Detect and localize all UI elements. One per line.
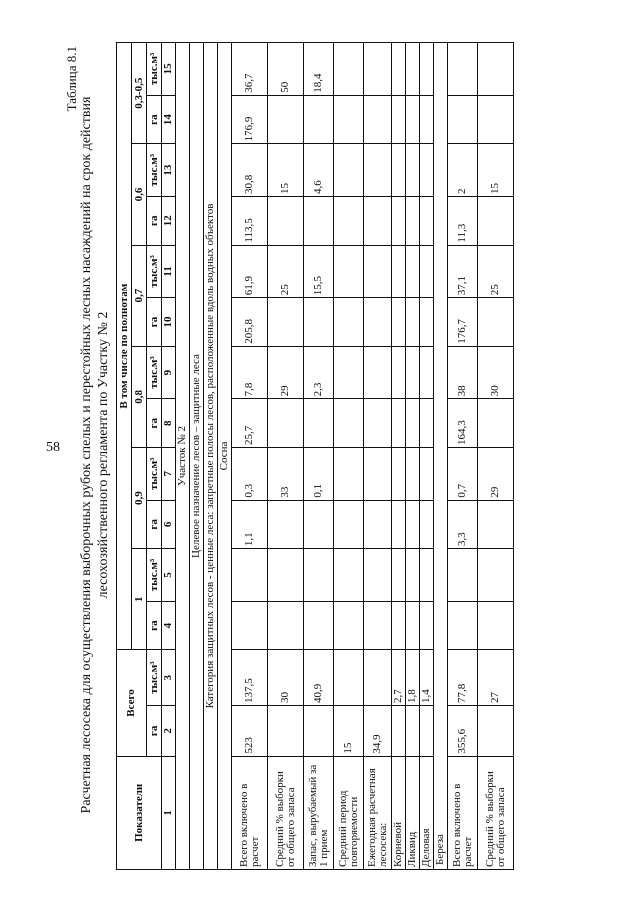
table-cell: 4,6 (304, 144, 334, 197)
table-cell (364, 346, 392, 399)
table-cell (420, 601, 434, 650)
table-cell (334, 549, 364, 602)
table-cell: 164,3 (448, 399, 478, 448)
table-cell: 25 (478, 245, 514, 298)
column-number-cell: 6 (162, 500, 176, 549)
table-cell: 0,3 (232, 447, 268, 500)
table-cell (304, 500, 334, 549)
table-cell (392, 95, 406, 144)
table-label: Таблица 8.1 (64, 46, 79, 112)
column-number-cell: 7 (162, 447, 176, 500)
table-cell (420, 346, 434, 399)
table-cell (478, 95, 514, 144)
table-cell: 113,5 (232, 196, 268, 245)
table-cell: 36,7 (232, 43, 268, 96)
table-cell: 1,1 (232, 500, 268, 549)
table-cell (364, 196, 392, 245)
table-cell: 29 (268, 346, 304, 399)
table-cell (334, 196, 364, 245)
table-cell: 30 (478, 346, 514, 399)
table-cell (268, 95, 304, 144)
table-cell (268, 399, 304, 448)
table-cell (420, 706, 434, 757)
table-cell (334, 346, 364, 399)
header-indicator: Показатели (117, 756, 162, 869)
table-cell (420, 95, 434, 144)
table-cell: 137,5 (232, 650, 268, 706)
table-cell (478, 706, 514, 757)
table-cell (406, 399, 420, 448)
table-cell: 15 (268, 144, 304, 197)
table-cell: 0,7 (448, 447, 478, 500)
row-label: Всего включено в расчет (232, 756, 268, 869)
table-cell: 50 (268, 43, 304, 96)
table-cell (268, 196, 304, 245)
row-label: Средний период повторяемости (334, 756, 364, 869)
row-label: Запас, вырубаемый за 1 прием (304, 756, 334, 869)
table-cell (478, 298, 514, 347)
table-cell (392, 706, 406, 757)
table-cell (406, 43, 420, 96)
row-label: Средний % выборки от общего запаса (268, 756, 304, 869)
table-cell (406, 601, 420, 650)
table-cell (392, 549, 406, 602)
header-m3: тыс.м³ (147, 346, 162, 399)
table-cell (406, 245, 420, 298)
page-number: 58 (46, 440, 60, 455)
table-cell (406, 346, 420, 399)
header-m3: тыс.м³ (147, 43, 162, 96)
table-row (268, 43, 304, 870)
table-cell (478, 196, 514, 245)
table-cell (334, 298, 364, 347)
table-cell (392, 144, 406, 197)
table-cell (420, 447, 434, 500)
table-cell (268, 601, 304, 650)
header-ha: га (147, 95, 162, 144)
table-cell (364, 500, 392, 549)
table-cell (364, 144, 392, 197)
table-cell: 15,5 (304, 245, 334, 298)
table-row (364, 43, 392, 870)
table-cell: 18,4 (304, 43, 334, 96)
table-cell: 30 (268, 650, 304, 706)
title-line-1: Расчетная лесосека для осуществления выборочных рубок спелых и перестойных лесных насаждений на срок действия (79, 96, 94, 814)
table-cell: 15 (478, 144, 514, 197)
header-density: 0,3-0,5 (132, 43, 147, 144)
header-density: 0,7 (132, 245, 147, 346)
forest-cut-table (116, 42, 514, 870)
table-cell (406, 549, 420, 602)
table-cell (364, 399, 392, 448)
table-cell (392, 43, 406, 96)
column-number-cell: 1 (162, 756, 176, 869)
table-cell: 34,9 (364, 706, 392, 757)
header-including: В том числе по полнотам (117, 43, 132, 650)
table-cell (268, 549, 304, 602)
header-m3: тыс.м³ (147, 144, 162, 197)
table-cell (406, 447, 420, 500)
column-number-cell: 15 (162, 43, 176, 96)
table-cell (268, 298, 304, 347)
table-cell (268, 500, 304, 549)
table-cell (448, 549, 478, 602)
table-cell: 61,9 (232, 245, 268, 298)
table-cell (304, 399, 334, 448)
header-m3: тыс.м³ (147, 650, 162, 706)
purpose-row: Целевое назначение лесов – защитные леса (190, 43, 204, 870)
table-cell: 2,3 (304, 346, 334, 399)
table-cell (478, 399, 514, 448)
table-cell: 38 (448, 346, 478, 399)
table-cell: 30,8 (232, 144, 268, 197)
table-cell (420, 196, 434, 245)
column-number-cell: 10 (162, 298, 176, 347)
column-number-cell: 14 (162, 95, 176, 144)
table-cell (334, 650, 364, 706)
column-number-cell: 9 (162, 346, 176, 399)
table-cell (334, 500, 364, 549)
table-cell (334, 245, 364, 298)
table-cell (364, 447, 392, 500)
table-cell (406, 298, 420, 347)
table-cell (406, 95, 420, 144)
table-row (448, 43, 478, 870)
column-number-cell: 5 (162, 549, 176, 602)
header-total: Всего (117, 650, 147, 756)
table-cell (448, 95, 478, 144)
header-density: 0,9 (132, 447, 147, 548)
title-line-2: лесохозяйственного регламента по Участку № 2 (96, 311, 111, 599)
table-cell (392, 399, 406, 448)
table-cell (392, 601, 406, 650)
table-cell: 77,8 (448, 650, 478, 706)
table-cell (392, 447, 406, 500)
column-number-cell: 11 (162, 245, 176, 298)
table-cell: 15 (334, 706, 364, 757)
column-number-row (162, 43, 176, 870)
rotated-page-content (62, 30, 632, 880)
table-cell (304, 549, 334, 602)
table-cell: 29 (478, 447, 514, 500)
table-cell (406, 500, 420, 549)
table-row (232, 43, 268, 870)
table-cell: 0,1 (304, 447, 334, 500)
header-ha: га (147, 500, 162, 549)
table-cell: 523 (232, 706, 268, 757)
table-cell (304, 95, 334, 144)
table-cell (420, 245, 434, 298)
table-row (406, 43, 420, 870)
table-cell (334, 95, 364, 144)
table-cell (364, 245, 392, 298)
table-cell (420, 298, 434, 347)
table-title (78, 30, 112, 880)
table-cell: 11,3 (448, 196, 478, 245)
table-cell: 25 (268, 245, 304, 298)
table-cell (420, 43, 434, 96)
header-m3: тыс.м³ (147, 245, 162, 298)
table-cell (364, 95, 392, 144)
table-cell: 2 (448, 144, 478, 197)
table-cell: 7,8 (232, 346, 268, 399)
table-row (304, 43, 334, 870)
table-cell (478, 601, 514, 650)
header-ha: га (147, 706, 162, 757)
column-number-cell: 8 (162, 399, 176, 448)
header-density: 1 (132, 549, 147, 650)
table-cell (232, 549, 268, 602)
table-cell (334, 144, 364, 197)
column-number-cell: 3 (162, 650, 176, 706)
header-m3: тыс.м³ (147, 447, 162, 500)
table-cell (334, 43, 364, 96)
table-cell (392, 298, 406, 347)
table-cell (364, 43, 392, 96)
header-ha: га (147, 601, 162, 650)
table-cell (364, 298, 392, 347)
header-density: 0,8 (132, 346, 147, 447)
table-cell (478, 43, 514, 96)
table-cell: 27 (478, 650, 514, 706)
table-cell (304, 706, 334, 757)
table-cell (392, 500, 406, 549)
table-cell (420, 399, 434, 448)
header-ha: га (147, 399, 162, 448)
species-row-sosna: Сосна (218, 43, 232, 870)
column-number-cell: 4 (162, 601, 176, 650)
row-label: Деловая (420, 756, 434, 869)
table-cell (268, 706, 304, 757)
row-label: Ежегодная расчетная лесосека: (364, 756, 392, 869)
table-cell: 176,7 (448, 298, 478, 347)
table-cell: 1,4 (420, 650, 434, 706)
header-density: 0,6 (132, 144, 147, 245)
category-row: Категория защитных лесов - ценные леса: запретные полосы лесов, расположенные вдоль водных объектов (204, 43, 218, 870)
table-cell (392, 196, 406, 245)
table-row (392, 43, 406, 870)
table-cell (364, 650, 392, 706)
table-cell (406, 144, 420, 197)
header-m3: тыс.м³ (147, 549, 162, 602)
header-ha: га (147, 196, 162, 245)
table-cell (392, 245, 406, 298)
table-cell (392, 346, 406, 399)
table-cell (478, 549, 514, 602)
site-row: Участок № 2 (176, 43, 190, 870)
species-row-bereza: Береза (434, 43, 448, 870)
table-cell: 37,1 (448, 245, 478, 298)
table-row (334, 43, 364, 870)
table-cell: 1,8 (406, 650, 420, 706)
table-row (420, 43, 434, 870)
table-cell: 40,9 (304, 650, 334, 706)
table-cell (406, 196, 420, 245)
table-cell (420, 144, 434, 197)
table-row (478, 43, 514, 870)
column-number-cell: 13 (162, 144, 176, 197)
table-cell: 3,3 (448, 500, 478, 549)
table-cell: 355,6 (448, 706, 478, 757)
row-label: Ликвид (406, 756, 420, 869)
column-number-cell: 12 (162, 196, 176, 245)
row-label: Всего включено в расчет (448, 756, 478, 869)
table-cell (448, 43, 478, 96)
table-cell (304, 298, 334, 347)
table-cell: 176,9 (232, 95, 268, 144)
table-cell (304, 601, 334, 650)
table-cell (420, 549, 434, 602)
table-cell (304, 196, 334, 245)
table-cell (364, 549, 392, 602)
table-cell (334, 399, 364, 448)
table-cell (364, 601, 392, 650)
header-ha: га (147, 298, 162, 347)
table-cell: 25,7 (232, 399, 268, 448)
table-cell (334, 447, 364, 500)
table-cell (448, 601, 478, 650)
table-cell (420, 500, 434, 549)
table-cell (334, 601, 364, 650)
table-cell: 2,7 (392, 650, 406, 706)
table-cell: 205,8 (232, 298, 268, 347)
row-label: Средний % выборки от общего запаса (478, 756, 514, 869)
table-cell: 33 (268, 447, 304, 500)
table-cell (478, 500, 514, 549)
table-cell (232, 601, 268, 650)
column-number-cell: 2 (162, 706, 176, 757)
table-cell (406, 706, 420, 757)
row-label: Корневой (392, 756, 406, 869)
